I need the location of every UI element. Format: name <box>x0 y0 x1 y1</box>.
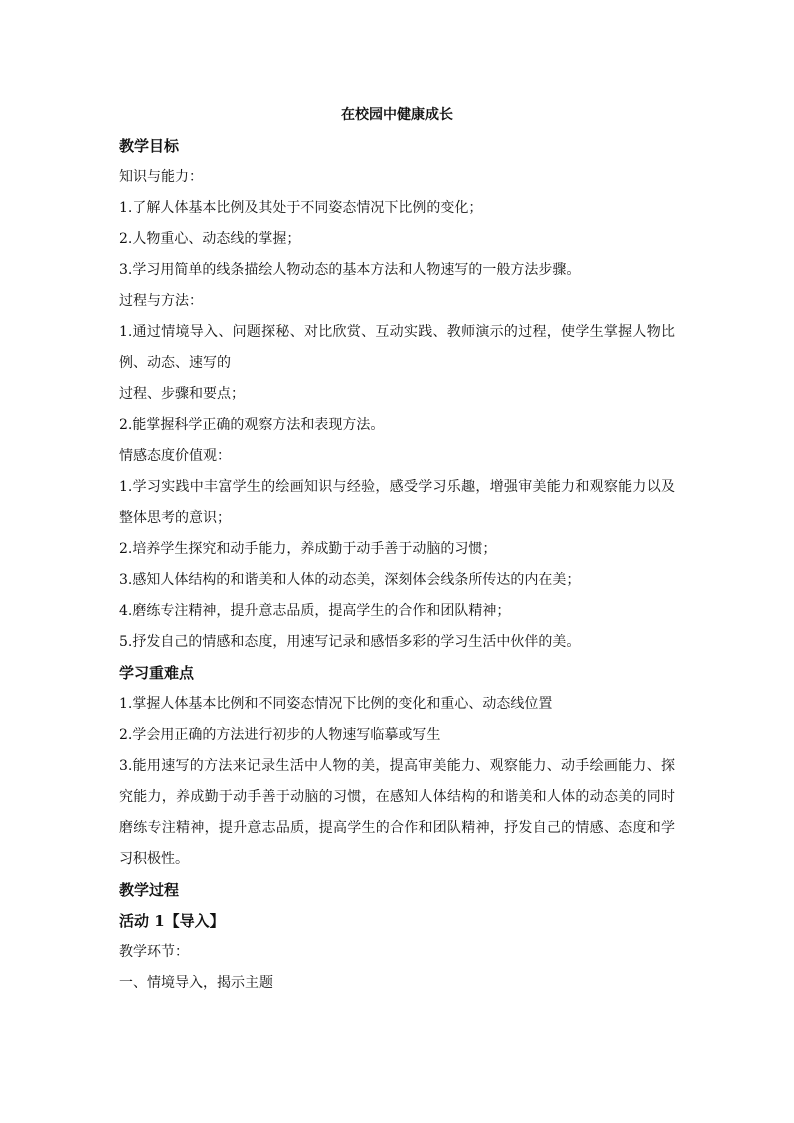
knowledge-item: 2.人物重心、动态线的掌握； <box>119 231 301 247</box>
process-item: 2.能掌握科学正确的观察方法和表现方法。 <box>119 417 385 433</box>
emotion-item: 5.抒发自己的情感和态度，用速写记录和感悟多彩的学习生活中伙伴的美。 <box>119 634 581 650</box>
knowledge-item: 1.了解人体基本比例及其处于不同姿态情况下比例的变化； <box>119 200 483 216</box>
knowledge-label: 知识与能力： <box>119 169 203 185</box>
process-heading: 教学过程 <box>119 881 180 899</box>
process-item: 1.通过情境导入、问题探秘、对比欣赏、互动实践、教师演示的过程，使学生掌握人物比例、动态、速写的 <box>119 324 675 371</box>
key-point-item: 3.能用速写的方法来记录生活中人物的美，提高审美能力、观察能力、动手绘画能力、探究能力，养成勤于动手善于动脑的习惯，在感知人体结构的和谐美和人体的动态美的同时磨练专注精神，提升意志品质，提高学生的合作和团队精神，抒发自己的情感、态度和学习积极性。 <box>119 758 675 867</box>
key-point-item: 1.掌握人体基本比例和不同姿态情况下比例的变化和重心、动态线位置 <box>119 696 553 712</box>
emotion-item: 3.感知人体结构的和谐美和人体的动态美，深刻体会线条所传达的内在美； <box>119 572 581 588</box>
emotion-item: 4.磨练专注精神，提升意志品质，提高学生的合作和团队精神； <box>119 603 511 619</box>
emotion-item: 2.培养学生探究和动手能力，养成勤于动手善于动脑的习惯； <box>119 541 497 557</box>
emotion-item: 1.学习实践中丰富学生的绘画知识与经验，感受学习乐趣，增强审美能力和观察能力以及整体思考的意识； <box>119 479 675 526</box>
key-points-heading: 学习重难点 <box>119 664 195 682</box>
document-title: 在校园中健康成长 <box>341 107 453 123</box>
step-label: 教学环节： <box>119 944 189 960</box>
document-body <box>119 100 675 999</box>
step-item: 一、情境导入，揭示主题 <box>119 975 273 991</box>
key-point-item: 2.学会用正确的方法进行初步的人物速写临摹或写生 <box>119 727 441 743</box>
emotion-label: 情感态度价值观： <box>119 448 231 464</box>
process-label: 过程与方法： <box>119 293 203 309</box>
activity-heading: 活动 1【导入】 <box>119 912 225 930</box>
objectives-heading: 教学目标 <box>119 137 180 155</box>
process-item: 过程、步骤和要点； <box>119 386 245 402</box>
knowledge-item: 3.学习用简单的线条描绘人物动态的基本方法和人物速写的一般方法步骤。 <box>119 262 581 278</box>
